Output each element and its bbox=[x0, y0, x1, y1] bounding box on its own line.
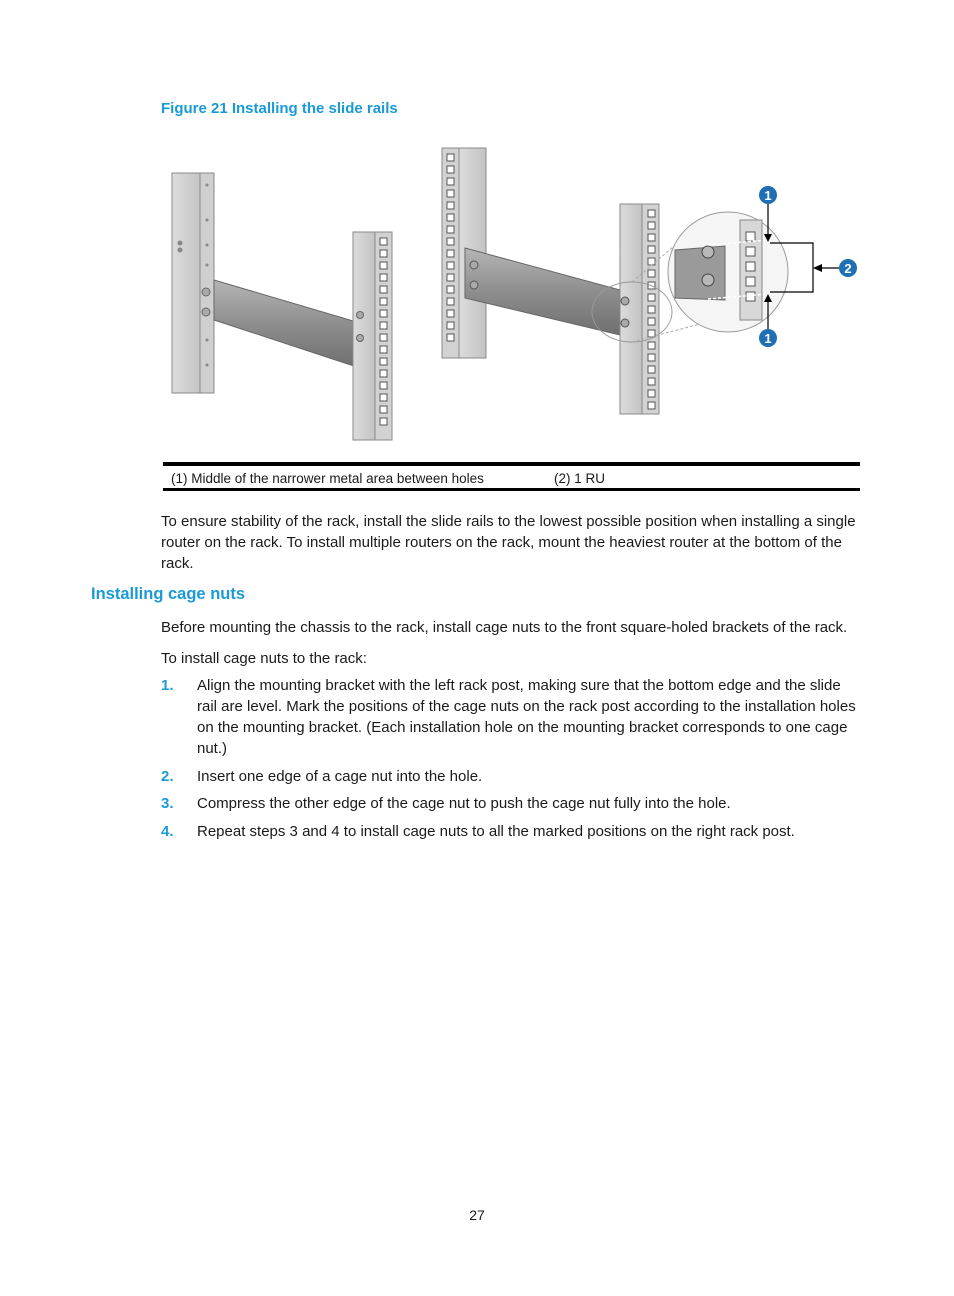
figure-legend bbox=[163, 462, 860, 491]
legend-item-2: (2) 1 RU bbox=[554, 471, 606, 486]
intro-paragraph: To ensure stability of the rack, install the slide rails to the lowest possible position when installing a single router on the rack. To install multiple routers on the rack, mount the heaviest router at the bottom of the rack. bbox=[161, 513, 856, 572]
right-rack-assembly bbox=[442, 148, 840, 414]
svg-text:1: 1 bbox=[764, 331, 772, 346]
step-number: 4. bbox=[161, 823, 174, 840]
callout-1-bottom bbox=[759, 329, 777, 347]
section-title: Installing cage nuts bbox=[91, 585, 246, 603]
step-text: Align the mounting bracket with the left rack post, making sure that the bottom edge and the slide rail are level. Mark the positions of the cage nuts on the rack post according to the installation holes on the mounting bracket. (Each installation hole on the mounting bracket corresponds to one cage nut.) bbox=[197, 677, 856, 757]
step-text: Insert one edge of a cage nut into the hole. bbox=[197, 768, 483, 785]
page-number: 27 bbox=[469, 1207, 485, 1223]
step-number: 2. bbox=[161, 768, 174, 785]
step-number: 3. bbox=[161, 795, 174, 812]
section-paragraph: Before mounting the chassis to the rack, install cage nuts to the front square-holed brackets of the rack. bbox=[161, 619, 848, 636]
legend-item-1: (1) Middle of the narrower metal area between holes bbox=[171, 471, 484, 486]
step-number: 1. bbox=[161, 677, 174, 694]
step-text: Repeat steps 3 and 4 to install cage nuts to all the marked positions on the right rack post. bbox=[197, 823, 795, 840]
steps-lead: To install cage nuts to the rack: bbox=[161, 650, 367, 667]
callout-1-top bbox=[759, 186, 777, 204]
svg-text:1: 1 bbox=[764, 188, 772, 203]
callout-2 bbox=[839, 259, 857, 277]
step-text: Compress the other edge of the cage nut to push the cage nut fully into the hole. bbox=[197, 795, 731, 812]
left-rack-assembly bbox=[172, 173, 392, 440]
svg-text:2: 2 bbox=[844, 261, 852, 276]
slide-rail-illustration bbox=[160, 140, 860, 450]
figure-caption: Figure 21 Installing the slide rails bbox=[161, 100, 398, 117]
